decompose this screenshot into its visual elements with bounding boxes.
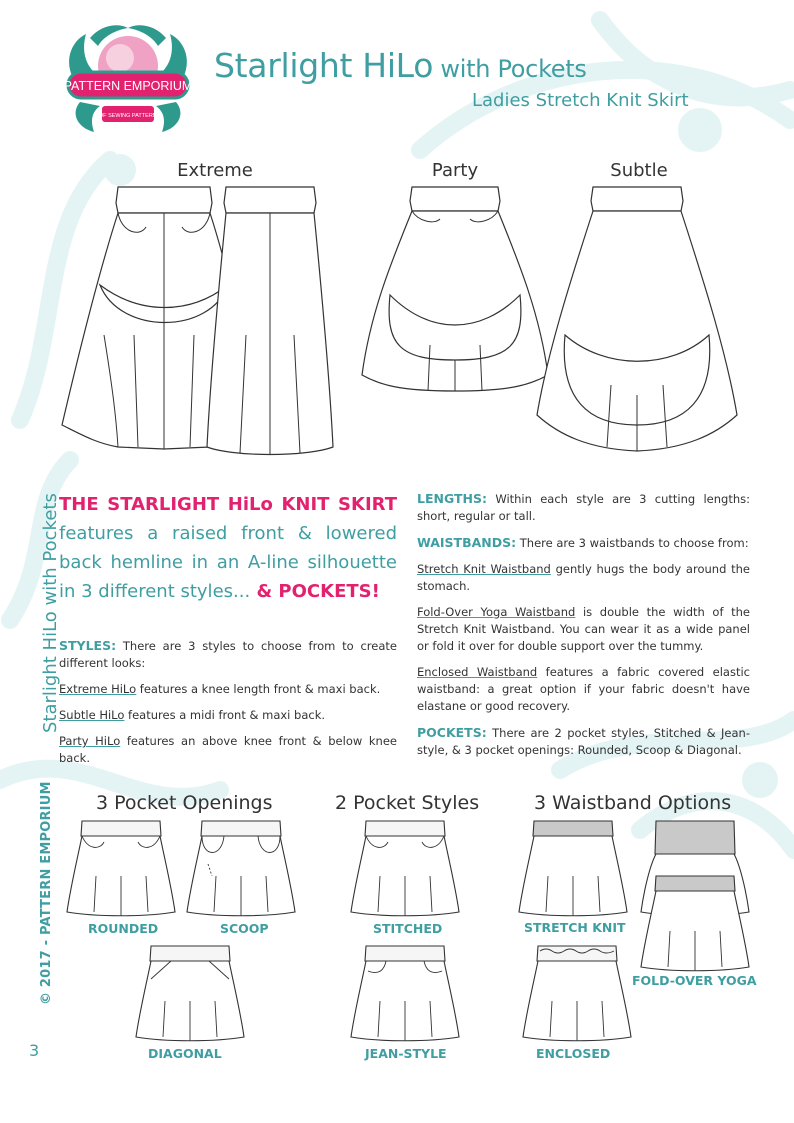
title-sub: with Pockets <box>433 55 587 83</box>
lengths-label: LENGTHS: <box>417 491 487 506</box>
scoop-pocket-skirt <box>186 820 296 918</box>
intro-heading: THE STARLIGHT HiLo KNIT SKIRT <box>59 494 397 515</box>
subtle-label: Subtle <box>610 160 668 181</box>
subtle-skirt-illustration <box>535 185 740 455</box>
caption-diagonal: DIAGONAL <box>148 1046 222 1061</box>
styles-text: There are 3 styles to choose from to create different looks: <box>59 639 397 670</box>
style-subtle-desc: features a midi front & maxi back. <box>124 708 326 722</box>
waistbands-text: There are 3 waistbands to choose from: <box>516 536 749 550</box>
caption-fold-over-yoga: FOLD-OVER YOGA <box>632 973 757 988</box>
styles-section <box>59 637 397 776</box>
styles-label: STYLES: <box>59 638 117 653</box>
caption-rounded: ROUNDED <box>88 921 159 936</box>
diagonal-pocket-skirt <box>135 945 245 1043</box>
pockets-text: There are 2 pocket styles, Stitched & Jean-style, & 3 pocket openings: Rounded, Scoop & Diagonal. <box>417 726 750 757</box>
waistband-stretch-name: Stretch Knit Waistband <box>417 562 551 576</box>
extreme-label: Extreme <box>177 160 253 181</box>
waistband-options-heading: 3 Waistband Options <box>534 792 732 814</box>
intro-paragraph <box>59 490 397 606</box>
style-subtle-name: Subtle HiLo <box>59 708 125 722</box>
page-subtitle: Ladies Stretch Knit Skirt <box>472 90 689 111</box>
stitched-pocket-skirt <box>350 820 460 918</box>
style-party-name: Party HiLo <box>59 734 121 748</box>
waistband-enclosed-desc: features a fabric covered elastic waistband: a great option if your fabric doesn't have elastane or good recovery. <box>417 665 750 713</box>
style-party-desc: features an above knee front & below knee back. <box>59 734 397 765</box>
page-number: 3 <box>29 1041 40 1060</box>
waistband-enclosed-name: Enclosed Waistband <box>417 665 538 679</box>
rounded-pocket-skirt <box>66 820 176 918</box>
pocket-openings-heading: 3 Pocket Openings <box>96 792 273 814</box>
lengths-text: Within each style are 3 cutting lengths: short, regular or tall. <box>417 492 750 523</box>
caption-stitched: STITCHED <box>373 921 443 936</box>
caption-jean-style: JEAN-STYLE <box>365 1046 447 1061</box>
stretch-knit-waistband-skirt <box>518 820 628 918</box>
logo-text: PATTERN EMPORIUM <box>63 79 193 93</box>
pocket-styles-heading: 2 Pocket Styles <box>335 792 480 814</box>
copyright-notice: © 2017 - PATTERN EMPORIUM <box>39 781 54 1005</box>
party-label: Party <box>431 160 479 181</box>
style-extreme-desc: features a knee length front & maxi back. <box>136 682 381 696</box>
fold-over-yoga-waistband-skirt <box>640 875 750 973</box>
caption-scoop: SCOOP <box>220 921 269 936</box>
caption-enclosed: ENCLOSED <box>536 1046 611 1061</box>
waistbands-label: WAISTBANDS: <box>417 535 517 550</box>
caption-stretch-knit: STRETCH KNIT <box>524 920 626 935</box>
enclosed-waistband-skirt <box>522 945 632 1043</box>
pockets-label: POCKETS: <box>417 725 487 740</box>
style-extreme-name: Extreme HiLo <box>59 682 137 696</box>
waistband-foldover-name: Fold-Over Yoga Waistband <box>417 605 576 619</box>
title-main: Starlight HiLo <box>214 46 434 85</box>
page-title <box>214 46 587 85</box>
vertical-title: Starlight HiLo with Pockets <box>40 493 61 733</box>
intro-body: features a raised front & lowered back hemline in an A-line silhouette in 3 different styles... <box>59 523 397 602</box>
extreme-back-skirt-illustration <box>206 185 334 460</box>
jean-style-pocket-skirt <box>350 945 460 1043</box>
details-column <box>417 490 750 768</box>
intro-highlight: & POCKETS! <box>250 581 380 602</box>
waistband-stretch-desc: gently hugs the body around the stomach. <box>417 562 750 593</box>
waistband-foldover-desc: is double the width of the Stretch Knit Waistband. You can wear it as a wide panel or fold it over for double support over the tummy. <box>417 605 751 653</box>
pattern-emporium-logo <box>60 22 196 138</box>
party-skirt-illustration <box>360 185 550 395</box>
logo-tagline: PDF SEWING PATTERNS <box>95 113 161 119</box>
